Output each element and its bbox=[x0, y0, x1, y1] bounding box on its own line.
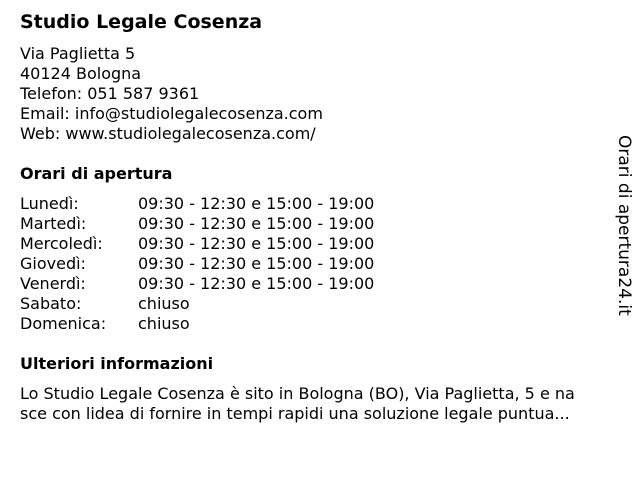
opening-hours-heading: Orari di apertura bbox=[20, 164, 173, 183]
hours-time-value: 09:30 - 12:30 e 15:00 - 19:00 bbox=[138, 214, 375, 233]
contact-block bbox=[20, 44, 323, 144]
hours-time-value: 09:30 - 12:30 e 15:00 - 19:00 bbox=[138, 194, 375, 213]
address-street: Via Paglietta 5 bbox=[20, 44, 136, 63]
description-line: sce con lidea di fornire in tempi rapidi una soluzione legale puntua... bbox=[20, 404, 570, 423]
hours-day-label: Venerdì: bbox=[20, 274, 86, 293]
hours-time-value: 09:30 - 12:30 e 15:00 - 19:00 bbox=[138, 274, 375, 293]
hours-day-label: Lunedì: bbox=[20, 194, 79, 213]
business-name: Studio Legale Cosenza bbox=[20, 11, 263, 33]
site-watermark: Orari di apertura24.it bbox=[614, 135, 634, 316]
hours-day-label: Martedì: bbox=[20, 214, 87, 233]
hours-day-label: Mercoledì: bbox=[20, 234, 103, 253]
email-address: Email: info@studiolegalecosenza.com bbox=[20, 104, 323, 123]
hours-day-label: Sabato: bbox=[20, 294, 82, 313]
hours-time-value: chiuso bbox=[138, 314, 190, 333]
hours-day-label: Domenica: bbox=[20, 314, 107, 333]
hours-day-label: Giovedì: bbox=[20, 254, 86, 273]
description-line: Lo Studio Legale Cosenza è sito in Bologna (BO), Via Paglietta, 5 e na bbox=[20, 384, 575, 403]
hours-time-value: chiuso bbox=[138, 294, 190, 313]
business-description bbox=[20, 384, 632, 424]
website-address: Web: www.studiolegalecosenza.com/ bbox=[20, 124, 316, 143]
hours-time-value: 09:30 - 12:30 e 15:00 - 19:00 bbox=[138, 234, 375, 253]
more-info-heading: Ulteriori informazioni bbox=[20, 354, 214, 373]
address-city: 40124 Bologna bbox=[20, 64, 142, 83]
hours-time-value: 09:30 - 12:30 e 15:00 - 19:00 bbox=[138, 254, 375, 273]
phone-number: Telefon: 051 587 9361 bbox=[20, 84, 200, 103]
